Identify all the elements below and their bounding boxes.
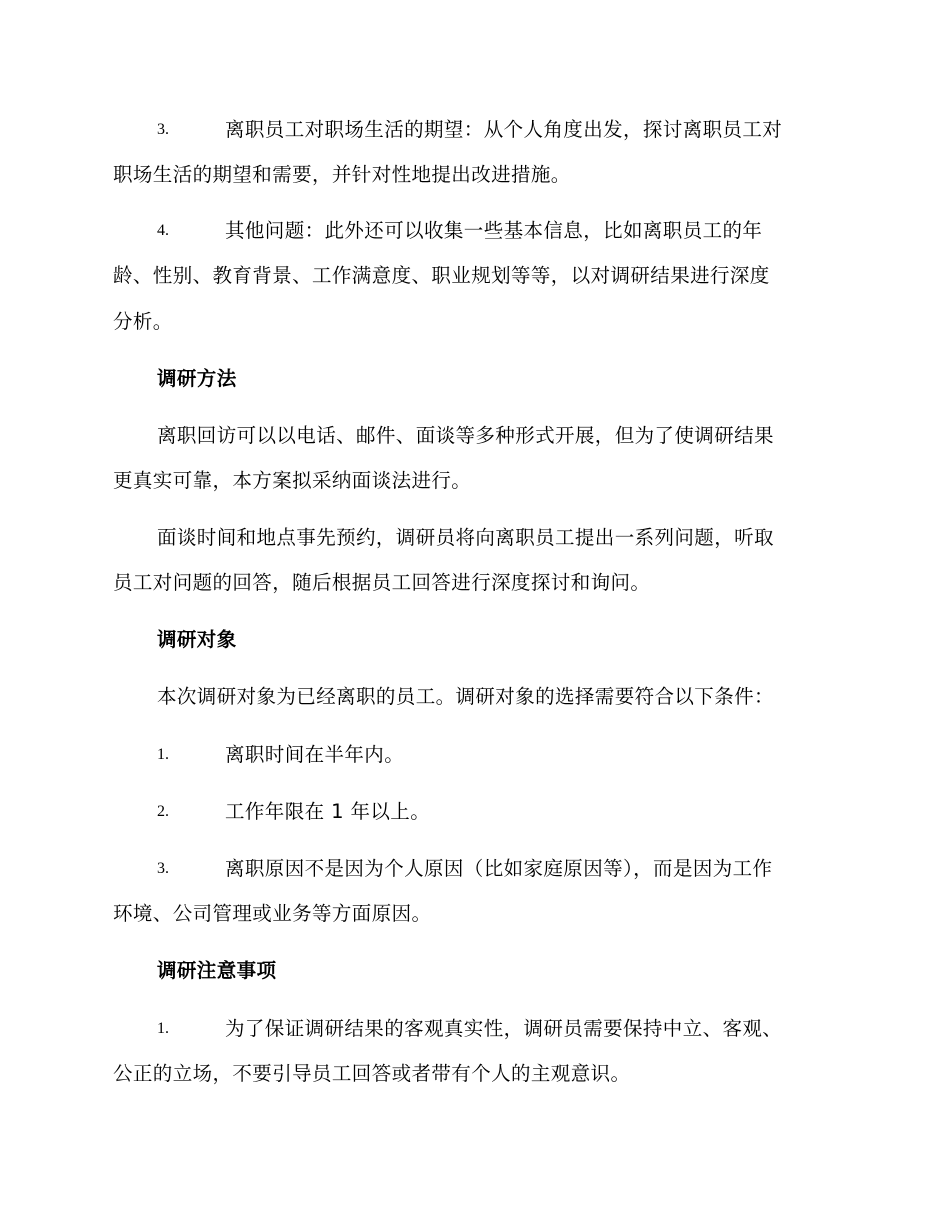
text-line: 本次调研对象为已经离职的员工。调研对象的选择需要符合以下条件： <box>157 685 774 708</box>
text-line: 离职回访可以以电话、邮件、面谈等多种形式开展，但为了使调研结果 <box>157 424 774 447</box>
list-number: 3. <box>157 860 169 877</box>
text-line: 其他问题：此外还可以收集一些基本信息，比如离职员工的年 <box>225 219 763 242</box>
list-number: 3. <box>157 121 169 138</box>
text-line: 更真实可靠，本方案拟采纳面谈法进行。 <box>113 469 472 492</box>
section-heading: 调研方法 <box>157 367 237 390</box>
list-number: 2. <box>157 803 169 820</box>
text-line: 龄、性别、教育背景、工作满意度、职业规划等等，以对调研结果进行深度 <box>113 264 770 287</box>
text-line: 离职时间在半年内。 <box>225 743 405 766</box>
text-line: 离职员工对职场生活的期望：从个人角度出发，探讨离职员工对 <box>225 118 783 141</box>
text-line: 为了保证调研结果的客观真实性，调研员需要保持中立、客观、 <box>225 1017 783 1040</box>
text-line: 环境、公司管理或业务等方面原因。 <box>113 902 432 925</box>
list-number: 4. <box>157 222 169 239</box>
list-number: 1. <box>157 746 169 763</box>
section-heading: 调研注意事项 <box>157 959 277 982</box>
text-line: 职场生活的期望和需要，并针对性地提出改进措施。 <box>113 163 571 186</box>
text-line: 面谈时间和地点事先预约，调研员将向离职员工提出一系列问题，听取 <box>157 526 774 549</box>
list-number: 1. <box>157 1020 169 1037</box>
text-line: 离职原因不是因为个人原因（比如家庭原因等），而是因为工作 <box>225 857 773 880</box>
text-line: 工作年限在 1 年以上。 <box>225 800 431 823</box>
text-line: 员工对问题的回答，随后根据员工回答进行深度探讨和询问。 <box>113 571 651 594</box>
text-line: 公正的立场，不要引导员工回答或者带有个人的主观意识。 <box>113 1062 631 1085</box>
text-line: 分析。 <box>113 310 173 333</box>
section-heading: 调研对象 <box>157 628 237 651</box>
